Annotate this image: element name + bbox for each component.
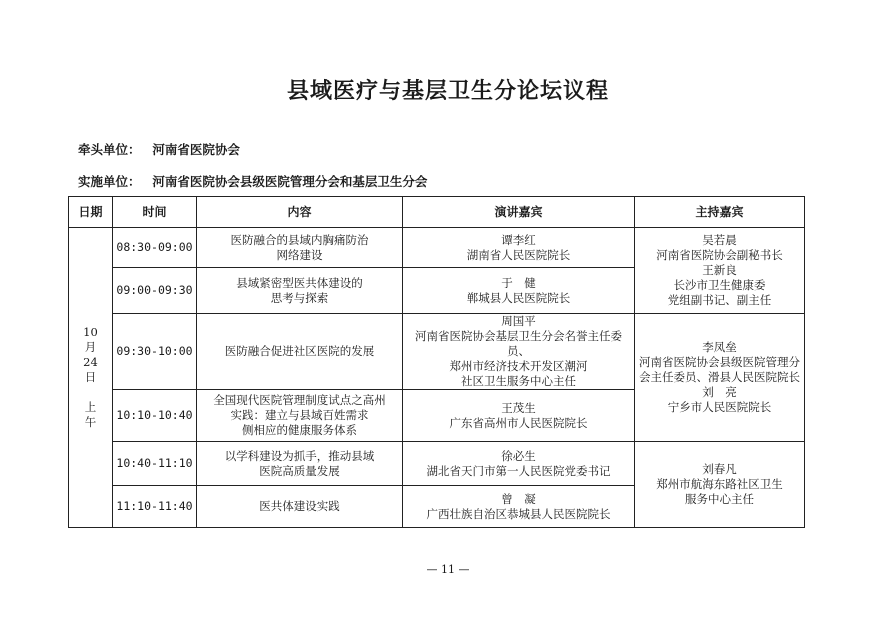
header-time: 时间 bbox=[113, 197, 197, 228]
date-char bbox=[71, 385, 110, 400]
table-row bbox=[69, 228, 805, 268]
header-speaker: 演讲嘉宾 bbox=[403, 197, 635, 228]
content-cell: 医防融合促进社区医院的发展 bbox=[197, 314, 403, 390]
date-char: 月 bbox=[84, 340, 97, 354]
page-title: 县域医疗与基层卫生分论坛议程 bbox=[286, 78, 609, 104]
time-cell: 10:10-10:40 bbox=[113, 390, 197, 442]
lead-unit-line bbox=[78, 140, 240, 158]
date-char: 上 bbox=[84, 400, 97, 414]
host-cell: 刘春凡 郑州市航海东路社区卫生 服务中心主任 bbox=[635, 442, 805, 528]
table-row bbox=[69, 442, 805, 486]
header-host: 主持嘉宾 bbox=[635, 197, 805, 228]
date-char: 24 bbox=[83, 355, 98, 369]
content-cell: 全国现代医院管理制度试点之高州 实践：建立与县域百姓需求 侧相应的健康服务体系 bbox=[197, 390, 403, 442]
content-cell: 医共体建设实践 bbox=[197, 486, 403, 528]
host-cell: 李凤垒 河南省医院协会县级医院管理分 会主任委员、滑县人民医院院长 刘 亮 宁乡市人民医院院长 bbox=[635, 314, 805, 442]
content-cell: 县域紧密型医共体建设的 思考与探索 bbox=[197, 268, 403, 314]
header-content: 内容 bbox=[197, 197, 403, 228]
time-cell: 09:00-09:30 bbox=[113, 268, 197, 314]
date-cell bbox=[69, 228, 113, 528]
table-header-row bbox=[69, 197, 805, 228]
time-cell: 11:10-11:40 bbox=[113, 486, 197, 528]
time-cell: 08:30-09:00 bbox=[113, 228, 197, 268]
lead-unit-value: 河南省医院协会 bbox=[152, 142, 240, 157]
speaker-cell: 周国平 河南省医院协会基层卫生分会名誉主任委员、 郑州市经济技术开发区潮河 社区卫生服务中心主任 bbox=[403, 314, 635, 390]
host-cell: 吴若晨 河南省医院协会副秘书长 王新良 长沙市卫生健康委 党组副书记、副主任 bbox=[635, 228, 805, 314]
time-cell: 09:30-10:00 bbox=[113, 314, 197, 390]
speaker-cell: 王茂生 广东省高州市人民医院院长 bbox=[403, 390, 635, 442]
impl-unit-line bbox=[78, 172, 427, 190]
page-number: — 11 — bbox=[426, 563, 470, 576]
impl-unit-label: 实施单位： bbox=[78, 174, 141, 189]
content-cell: 以学科建设为抓手，推动县域 医院高质量发展 bbox=[197, 442, 403, 486]
agenda-table bbox=[68, 196, 805, 528]
date-char: 午 bbox=[84, 415, 97, 429]
header-date: 日期 bbox=[69, 197, 113, 228]
impl-unit-value: 河南省医院协会县级医院管理分会和基层卫生分会 bbox=[152, 174, 428, 189]
date-char: 日 bbox=[84, 370, 97, 384]
date-char: 10 bbox=[83, 325, 98, 339]
content-cell: 医防融合的县域内胸痛防治 网络建设 bbox=[197, 228, 403, 268]
speaker-cell: 曾 凝 广西壮族自治区恭城县人民医院院长 bbox=[403, 486, 635, 528]
speaker-cell: 于 健 郸城县人民医院院长 bbox=[403, 268, 635, 314]
lead-unit-label: 牵头单位： bbox=[78, 142, 141, 157]
table-row bbox=[69, 314, 805, 390]
speaker-cell: 徐必生 湖北省天门市第一人民医院党委书记 bbox=[403, 442, 635, 486]
time-cell: 10:40-11:10 bbox=[113, 442, 197, 486]
speaker-cell: 谭李红 湖南省人民医院院长 bbox=[403, 228, 635, 268]
